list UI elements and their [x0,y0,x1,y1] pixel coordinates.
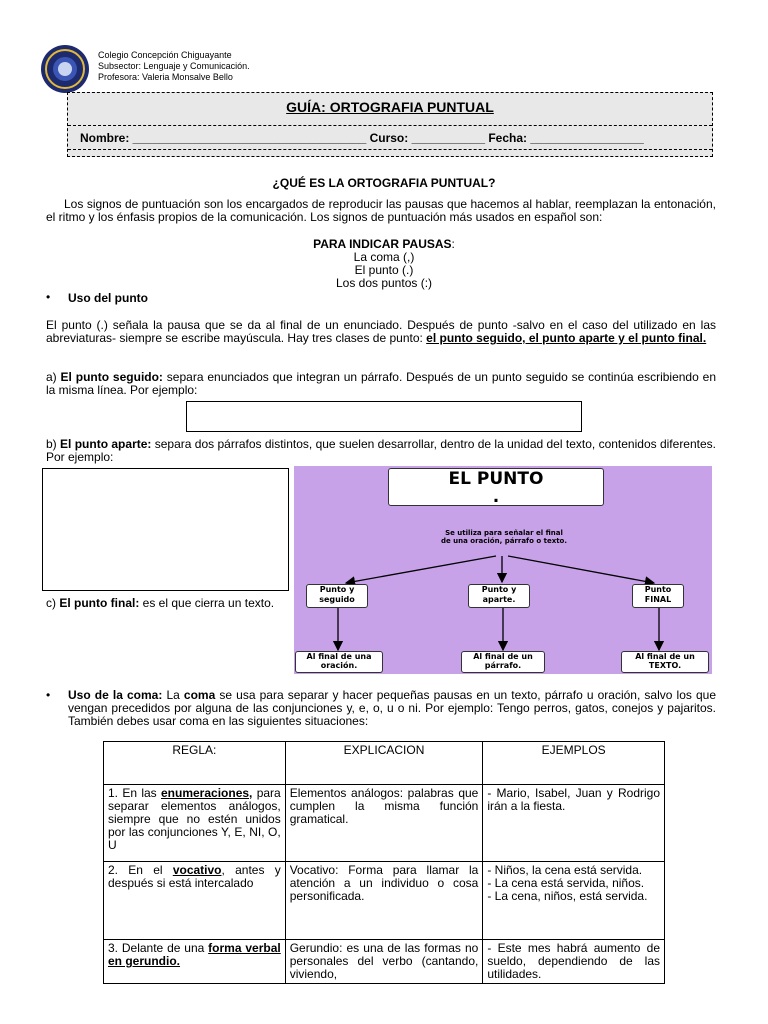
punto-aparte-paragraph [46,438,716,464]
header-regla: REGLA: [104,742,286,785]
punto-seguido-term: El punto seguido: [60,370,163,384]
rule-emphasis: vocativo [172,863,222,877]
diagram-description: Se utiliza para señalar el final de una oración, párrafo o texto. [440,529,568,545]
rule-cell [104,940,286,984]
header-ejemplos: EJEMPLOS [483,742,665,785]
punto-final-text: es el que cierra un texto. [139,596,275,610]
rule-cell [104,785,286,862]
pausas-colon: : [451,237,455,251]
diagram-leaf-oracion: Al final de una oración. [295,651,383,673]
example-box-seguido [186,401,582,432]
diagram-node-aparte: Punto y aparte. [468,584,530,608]
student-fields: Nombre: ___________________________________ Curso: ___________ Fecha: _________________ [80,131,644,145]
punto-seguido-paragraph [46,371,716,397]
diagram-leaf-texto: Al final de un TEXTO. [621,651,709,673]
coma-paragraph [68,689,716,728]
diagram-dot: . [492,487,500,507]
punto-seguido-text: separa enunciados que integran un párrafo. Después de un punto seguido se continúa escribiendo en la misma línea. Por ejemplo: [46,370,716,397]
pausas-block [0,238,768,290]
uso-coma-title: Uso de la coma: [68,688,163,702]
explanation-cell: Vocativo: Forma para llamar la atención a un individuo o cosa personificada. [285,862,483,940]
diagram-leaf-parrafo: Al final de un párrafo. [461,651,545,673]
item-prefix-a: a) [46,370,61,384]
school-logo [40,44,90,94]
subject-line: Subsector: Lenguaje y Comunicación. [98,61,250,71]
bullet-coma: • [46,688,51,702]
teacher-line: Profesora: Valeria Monsalve Bello [98,72,233,82]
title-row [68,93,712,126]
punto-aparte-term: El punto aparte: [60,437,152,451]
explanation-cell: Gerundio: es una de las formas no personales del verbo (cantando, viviendo, [285,940,483,984]
rule-cell [104,862,286,940]
table-row [104,862,665,940]
diagram-title: EL PUNTO [448,469,544,489]
explanation-cell: Elementos análogos: palabras que cumplen la misma función gramatical. [285,785,483,862]
example-line: - Este mes habrá aumento de sueldo, dependiendo de las utilidades. [487,941,660,981]
example-line: - La cena está servida, niños. [487,876,645,890]
rule-text: para separar elementos análogos, siempre que no estén unidos por las conjunciones Y, E, NI, O, U [108,786,281,852]
header-explicacion: EXPLICACION [285,742,483,785]
example-line: - La cena, niños, está servida. [487,889,648,903]
rule-emphasis: enumeraciones, [161,786,253,800]
intro-paragraph: Los signos de puntuación son los encargados de reproducir las pausas que hacemos al hablar, reemplazan la entonación, el ritmo y los énfasis propios de la comunicación. Los signos de puntuación más usados en español son: [46,197,716,224]
punto-types: el punto seguido, el punto aparte y el punto final. [426,331,707,345]
coma-text-2: se usa para separar y hacer pequeñas pausas en un texto, párrafo u oración, salvo los que vengan precedidos por alguna de las conjunciones y, e, o, u o ni. Por ejemplo: Tengo perros, gatos, conejos y pajaritos. También debes usar coma en las siguientes situaciones: [68,688,717,728]
table-row [104,785,665,862]
punto-paragraph-text: El punto (.) señala la pausa que se da al final de un enunciado. Después de punto -salvo en el caso del utilizado en las abreviaturas- siempre se escribe mayúscula. Hay tres clases de punto: [46,318,716,345]
coma-text-1: La [162,688,184,702]
rule-text: 3. Delante de una [108,941,209,955]
title-box [67,92,713,157]
section-title: ¿QUÉ ES LA ORTOGRAFIA PUNTUAL? [272,176,496,190]
uso-punto-title: Uso del punto [68,291,148,305]
punto-diagram [294,466,712,674]
divider [68,149,712,150]
diagram-node-seguido: Punto y seguido [306,584,368,608]
examples-cell [483,940,665,984]
pausas-item-1: La coma (,) [353,250,415,264]
example-line: - Niños, la cena está servida. [487,863,643,877]
examples-cell [483,862,665,940]
school-header [98,50,250,83]
guide-title: GUÍA: ORTOGRAFIA PUNTUAL [286,99,494,115]
rule-emphasis: forma verbal en gerundio. [108,941,281,968]
rule-text: , antes y después si está intercalado [108,863,281,890]
rule-text: 1. En las [108,786,161,800]
punto-aparte-text: separa dos párrafos distintos, que suelen desarrollar, dentro de la unidad del texto, contenidos diferentes. Por ejemplo: [46,437,716,464]
item-prefix-c: c) [46,596,60,610]
diagram-title-box [388,468,604,506]
item-prefix-b: b) [46,437,61,451]
diagram-node-final: Punto FINAL [632,584,684,608]
school-name: Colegio Concepción Chiguayante [98,50,232,60]
pausas-item-2: El punto (.) [354,263,414,277]
coma-word: coma [183,688,216,702]
rule-text: 2. En el [108,863,173,877]
coma-rules-table [103,741,665,984]
example-box-aparte [42,468,289,591]
pausas-heading: PARA INDICAR PAUSAS [313,237,452,251]
punto-final-term: El punto final: [59,596,140,610]
example-line: - Mario, Isabel, Juan y Rodrigo irán a la fiesta. [487,786,660,813]
table-header-row [104,742,665,785]
table-row [104,940,665,984]
punto-paragraph [46,319,716,345]
examples-cell [483,785,665,862]
bullet-punto: • [46,290,51,304]
pausas-item-3: Los dos puntos (:) [335,276,433,290]
punto-final-paragraph [46,597,286,610]
